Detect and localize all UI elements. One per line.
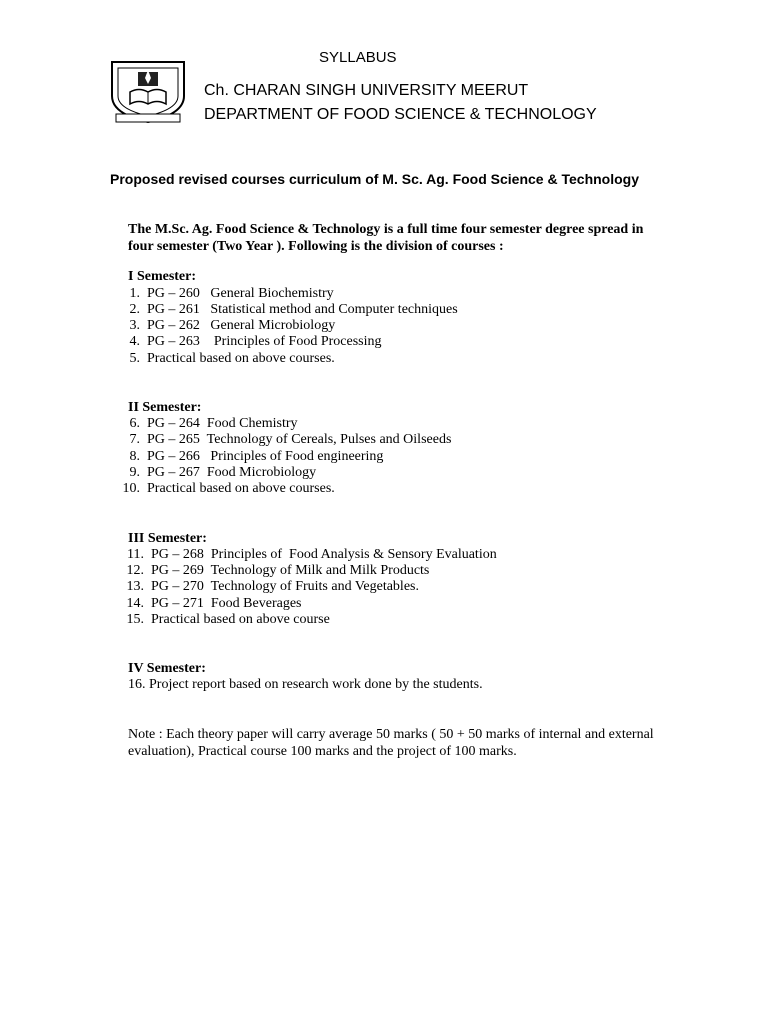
semester-title: I Semester: [128,269,197,284]
course-text: PG – 266 Principles of Food engineering [147,449,384,464]
course-text: PG – 265 Technology of Cereals, Pulses and Oilseeds [147,432,452,447]
course-text: PG – 263 Principles of Food Processing [147,334,382,349]
course-number: 16. [128,677,146,692]
course-text: PG – 267 Food Microbiology [147,465,317,480]
course-number: 5. [129,351,140,366]
course-number: 7. [129,432,140,447]
course-number: 9. [129,465,140,480]
course-number: 13. [126,579,144,594]
course-number: 2. [129,302,140,317]
curriculum-title: Proposed revised courses curriculum of M. Sc. Ag. Food Science & Technology [110,171,640,187]
course-number: 8. [129,449,140,464]
course-text: Practical based on above courses. [147,481,335,496]
course-text: PG – 264 Food Chemistry [147,416,298,431]
course-item [124,563,429,579]
course-text: PG – 268 Principles of Food Analysis & Sensory Evaluation [151,547,497,562]
course-text: Practical based on above courses. [147,351,335,366]
course-number: 3. [129,318,140,333]
course-number: 12. [126,563,144,578]
course-text: Practical based on above course [151,612,330,627]
course-number: 6. [129,416,140,431]
course-item [128,286,334,302]
course-number: 11. [127,547,144,562]
course-number: 4. [129,334,140,349]
university-logo [108,56,188,124]
course-item [128,432,451,448]
course-item [128,416,298,432]
course-text: Project report based on research work done by the students. [149,677,483,692]
course-number: 14. [126,596,144,611]
document-type-heading: SYLLABUS [319,49,397,66]
department-name: DEPARTMENT OF FOOD SCIENCE & TECHNOLOGY [204,106,597,123]
course-item [128,318,335,334]
course-item [124,547,497,563]
marks-note: Note : Each theory paper will carry average 50 marks ( 50 + 50 marks of internal and external evaluation), Practical course 100 marks and the project of 100 marks. [128,727,654,759]
course-item [121,481,335,497]
course-item [124,596,302,612]
course-text: PG – 271 Food Beverages [151,596,302,611]
university-name: Ch. CHARAN SINGH UNIVERSITY MEERUT [204,82,529,99]
course-text: PG – 270 Technology of Fruits and Vegetables. [151,579,419,594]
course-item [128,351,335,367]
course-text: PG – 262 General Microbiology [147,318,336,333]
course-text: PG – 260 General Biochemistry [147,286,334,301]
semester-title: III Semester: [128,531,207,546]
course-text: PG – 269 Technology of Milk and Milk Products [151,563,430,578]
course-item [128,302,458,318]
semester-title: II Semester: [128,400,202,415]
course-item [128,334,382,350]
course-item [128,677,483,693]
course-item [128,465,316,481]
course-text: PG – 261 Statistical method and Computer techniques [147,302,458,317]
semester-title: IV Semester: [128,661,206,676]
course-number: 15. [126,612,144,627]
course-item [128,449,383,465]
course-item [124,612,330,628]
course-number: 10. [122,481,140,496]
course-item [124,579,419,595]
intro-paragraph: The M.Sc. Ag. Food Science & Technology is a full time four semester degree spread in four semester (Two Year ). Following is the division of courses : [128,222,644,254]
course-number: 1. [129,286,140,301]
